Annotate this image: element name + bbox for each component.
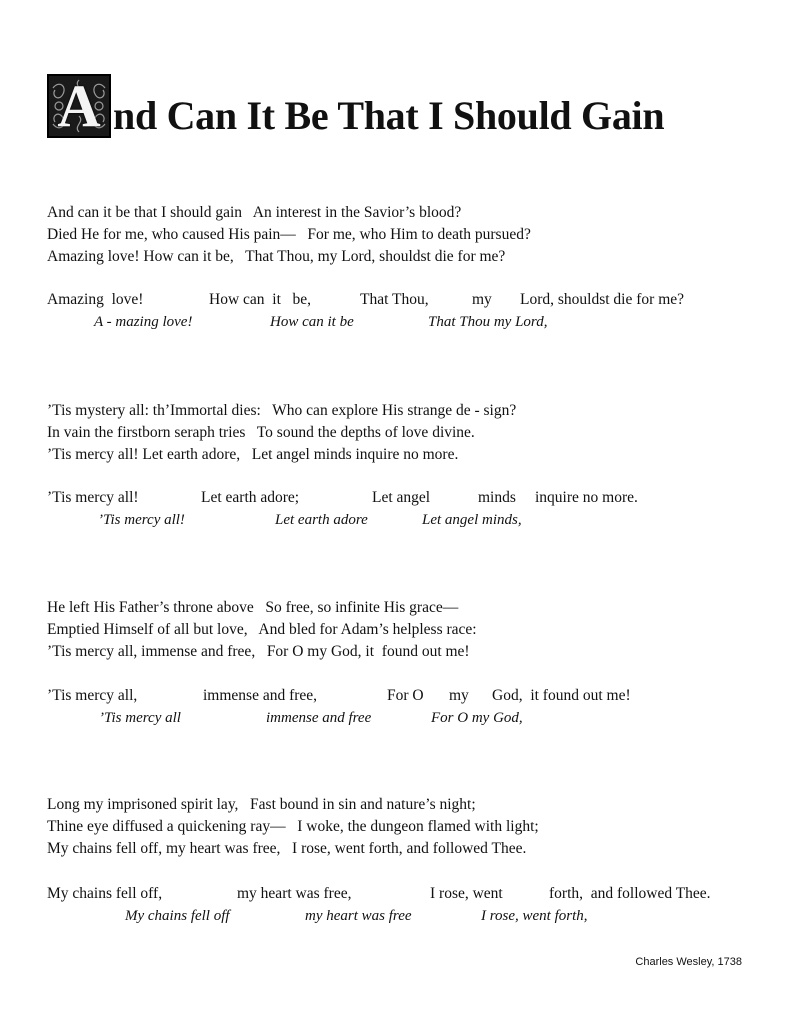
refrain-phrase: I rose, went bbox=[430, 885, 503, 902]
refrain-phrase: ’Tis mercy all, bbox=[47, 687, 138, 704]
echo-phrase: Let angel minds, bbox=[422, 512, 522, 528]
verse-3-line-2: Emptied Himself of all but love, And bled for Adam’s helpless race: bbox=[47, 621, 477, 638]
echo-phrase: ’Tis mercy all! bbox=[98, 512, 185, 528]
verse-1-line-2: Died He for me, who caused His pain— For me, who Him to death pursued? bbox=[47, 226, 531, 243]
echo-phrase: I rose, went forth, bbox=[481, 908, 588, 924]
echo-phrase: How can it be bbox=[270, 314, 354, 330]
echo-phrase: My chains fell off bbox=[125, 908, 230, 924]
verse-2-line-1: ’Tis mystery all: th’Immortal dies: Who can explore His strange de - sign? bbox=[47, 402, 517, 419]
echo-phrase: That Thou my Lord, bbox=[428, 314, 548, 330]
author-credit: Charles Wesley, 1738 bbox=[635, 956, 742, 968]
refrain-phrase: God, it found out me! bbox=[492, 687, 631, 704]
drop-cap-letter: A bbox=[57, 74, 101, 138]
refrain-phrase: Lord, shouldst die for me? bbox=[520, 291, 685, 308]
refrain-phrase: minds bbox=[478, 489, 516, 506]
verse-4-line-2: Thine eye diffused a quickening ray— I woke, the dungeon flamed with light; bbox=[47, 818, 539, 835]
refrain-phrase: Amazing love! bbox=[47, 291, 144, 308]
verse-3-line-1: He left His Father’s throne above So free, so infinite His grace— bbox=[47, 599, 459, 616]
refrain-phrase: For O bbox=[387, 687, 424, 704]
echo-phrase: For O my God, bbox=[431, 710, 523, 726]
echo-phrase: ’Tis mercy all bbox=[99, 710, 181, 726]
refrain-phrase: ’Tis mercy all! bbox=[47, 489, 139, 506]
verse-3-line-3: ’Tis mercy all, immense and free, For O my God, it found out me! bbox=[47, 643, 470, 660]
verse-1-line-1: And can it be that I should gain An interest in the Savior’s blood? bbox=[47, 204, 462, 221]
refrain-phrase: my bbox=[449, 687, 469, 704]
refrain-phrase: Let angel bbox=[372, 489, 431, 506]
page-title: nd Can It Be That I Should Gain bbox=[113, 93, 665, 138]
refrain-phrase: How can it be, bbox=[209, 291, 312, 308]
verse-4-line-1: Long my imprisoned spirit lay, Fast bound in sin and nature’s night; bbox=[47, 796, 476, 813]
refrain-phrase: inquire no more. bbox=[535, 489, 638, 506]
refrain-phrase: Let earth adore; bbox=[201, 489, 300, 506]
refrain-phrase: My chains fell off, bbox=[47, 885, 163, 902]
echo-phrase: Let earth adore bbox=[275, 512, 368, 528]
refrain-phrase: my heart was free, bbox=[237, 885, 352, 902]
refrain-phrase: That Thou, bbox=[360, 291, 429, 308]
verse-2-line-3: ’Tis mercy all! Let earth adore, Let angel minds inquire no more. bbox=[47, 446, 459, 463]
title bbox=[47, 68, 664, 138]
verse-1-line-3: Amazing love! How can it be, That Thou, my Lord, shouldst die for me? bbox=[47, 248, 506, 265]
ornamental-drop-cap bbox=[47, 74, 111, 138]
refrain-phrase: my bbox=[472, 291, 492, 308]
verse-2-line-2: In vain the firstborn seraph tries To sound the depths of love divine. bbox=[47, 424, 475, 441]
refrain-phrase: immense and free, bbox=[203, 687, 318, 704]
echo-phrase: my heart was free bbox=[305, 908, 412, 924]
echo-phrase: A - mazing love! bbox=[94, 314, 193, 330]
verse-4-line-3: My chains fell off, my heart was free, I rose, went forth, and followed Thee. bbox=[47, 840, 527, 857]
echo-phrase: immense and free bbox=[266, 710, 372, 726]
refrain-phrase: forth, and followed Thee. bbox=[549, 885, 711, 902]
